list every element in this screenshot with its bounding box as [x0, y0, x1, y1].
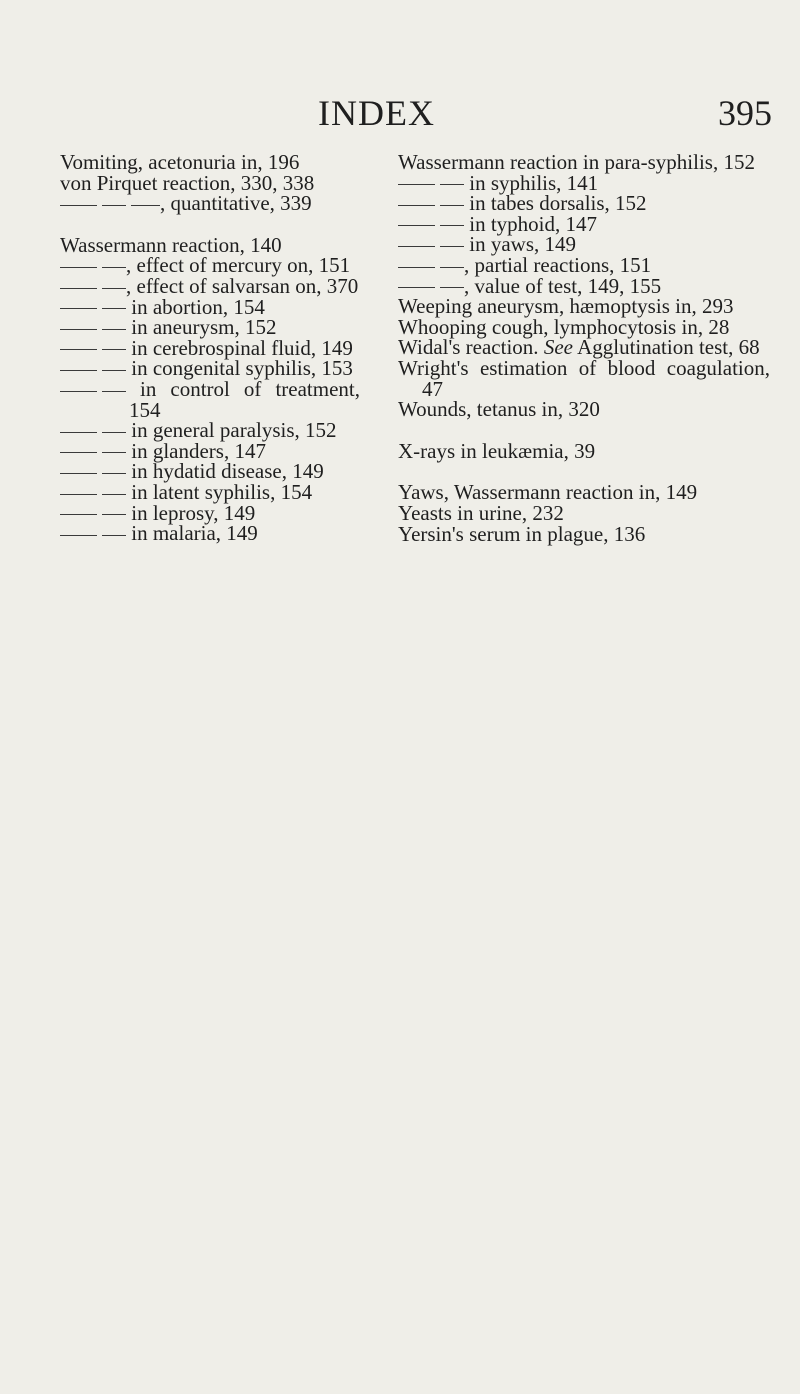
page-number: 395 [718, 93, 772, 133]
index-column-right [398, 152, 770, 544]
ditto-dash [102, 452, 126, 453]
ditto-dash [440, 287, 464, 288]
index-entry [398, 152, 770, 173]
index-entry [60, 232, 360, 257]
ditto-dash [102, 370, 126, 371]
index-entry [60, 335, 360, 360]
ditto-dash [398, 287, 435, 288]
ditto-dash [60, 205, 97, 206]
page-header [0, 92, 800, 132]
entry-text: Yeasts in urine, 232 [398, 500, 564, 525]
index-entry [398, 234, 770, 255]
index-entry [398, 314, 770, 339]
index-entry [60, 170, 360, 195]
entry-text: Yersin's serum in plague, 136 [398, 521, 646, 546]
entry-text: , effect of salvarsan on, 370 [126, 273, 359, 298]
index-entry [60, 294, 360, 319]
index-entry [398, 170, 770, 195]
ditto-dash [60, 349, 97, 350]
ditto-dash [102, 432, 126, 433]
ditto-dash [102, 267, 126, 268]
entry-text-rest: Agglutination test, 68 [577, 335, 760, 360]
index-entry [60, 500, 360, 525]
ditto-dash [60, 267, 97, 268]
ditto-dash [102, 494, 126, 495]
entry-text: Wassermann reaction, 140 [60, 232, 282, 257]
index-entry [60, 461, 360, 482]
entry-text: in typhoid, 147 [464, 211, 598, 236]
ditto-dash [60, 329, 97, 330]
index-entry [398, 211, 770, 236]
ditto-dash [60, 308, 97, 309]
ditto-dash [102, 514, 126, 515]
ditto-dash [60, 432, 97, 433]
ditto-dash [440, 267, 464, 268]
ditto-dash [102, 205, 126, 206]
entry-text: , partial reactions, 151 [464, 252, 652, 277]
ditto-dash [398, 267, 435, 268]
index-entry [398, 500, 770, 525]
index-entry [398, 482, 770, 503]
index-entry [60, 438, 360, 463]
index-column-left [60, 152, 360, 544]
entry-text: von Pirquet reaction, 330, 338 [60, 170, 315, 195]
index-entry [60, 523, 360, 544]
index-entry [60, 152, 360, 173]
entry-text: Wassermann reaction in para-syphilis, 152 [398, 150, 755, 174]
index-entry [60, 479, 360, 504]
entry-text: in glanders, 147 [126, 438, 266, 463]
entry-text: in abortion, 154 [126, 294, 265, 319]
ditto-dash [440, 184, 464, 185]
entry-text: Wright's estimation of blood coagulation, 47 [398, 355, 770, 401]
entry-text: Yaws, Wassermann reaction in, 149 [398, 480, 698, 505]
entry-text: Widal's reaction. [398, 335, 539, 360]
index-entry [398, 273, 770, 298]
ditto-dash [60, 535, 97, 536]
entry-text: in general paralysis, 152 [126, 418, 337, 443]
entry-text: in latent syphilis, 154 [126, 479, 313, 504]
see-reference: See [543, 335, 573, 360]
index-entry [398, 399, 770, 420]
index-entry [60, 273, 360, 298]
index-entry [398, 193, 770, 214]
entry-text: in control of treatment, 154 [126, 376, 360, 422]
entry-text: in congenital syphilis, 153 [126, 356, 353, 381]
entry-text: in malaria, 149 [126, 521, 258, 546]
ditto-dash [102, 391, 126, 392]
entry-text: in syphilis, 141 [464, 170, 599, 195]
ditto-dash [60, 288, 97, 289]
index-entry [398, 355, 770, 401]
entry-text: , value of test, 149, 155 [464, 273, 662, 298]
ditto-dash [398, 184, 435, 185]
index-entry [60, 255, 360, 276]
entry-text: Wounds, tetanus in, 320 [398, 397, 600, 422]
index-entry [398, 521, 770, 546]
ditto-dash [102, 349, 126, 350]
entry-text: , effect of mercury on, 151 [126, 253, 351, 278]
ditto-dash [440, 246, 464, 247]
index-entry [398, 252, 770, 277]
entry-text: in tabes dorsalis, 152 [464, 191, 647, 216]
ditto-dash [102, 308, 126, 309]
index-entry [60, 317, 360, 338]
entry-text: in cerebrospinal fluid, 149 [126, 335, 353, 360]
page-title: INDEX [318, 93, 435, 133]
index-entry [60, 193, 360, 214]
entry-text: in yaws, 149 [464, 232, 576, 257]
ditto-dash [398, 225, 435, 226]
entry-text: Vomiting, acetonuria in, 196 [60, 150, 300, 174]
ditto-dash [131, 205, 160, 206]
ditto-dash [60, 391, 97, 392]
ditto-dash [398, 205, 435, 206]
entry-text: Weeping aneurysm, hæmoptysis in, 293 [398, 294, 734, 319]
index-entry [398, 337, 770, 358]
ditto-dash [102, 535, 126, 536]
entry-text: in hydatid disease, 149 [126, 459, 324, 484]
ditto-dash [102, 473, 126, 474]
ditto-dash [60, 514, 97, 515]
index-entry [60, 420, 360, 441]
ditto-dash [60, 370, 97, 371]
index-entry [398, 296, 770, 317]
ditto-dash [60, 494, 97, 495]
index-entry [398, 438, 770, 463]
entry-text: in leprosy, 149 [126, 500, 256, 525]
entry-text: X-rays in leukæmia, 39 [398, 438, 596, 463]
entry-text: Whooping cough, lymphocytosis in, 28 [398, 314, 730, 339]
ditto-dash [102, 329, 126, 330]
ditto-dash [60, 452, 97, 453]
ditto-dash [102, 288, 126, 289]
ditto-dash [60, 473, 97, 474]
ditto-dash [440, 225, 464, 226]
entry-text: in aneurysm, 152 [126, 315, 277, 340]
ditto-dash [398, 246, 435, 247]
entry-text: , quantitative, 339 [160, 191, 312, 216]
index-entry [60, 376, 360, 422]
ditto-dash [440, 205, 464, 206]
index-entry [60, 358, 360, 379]
